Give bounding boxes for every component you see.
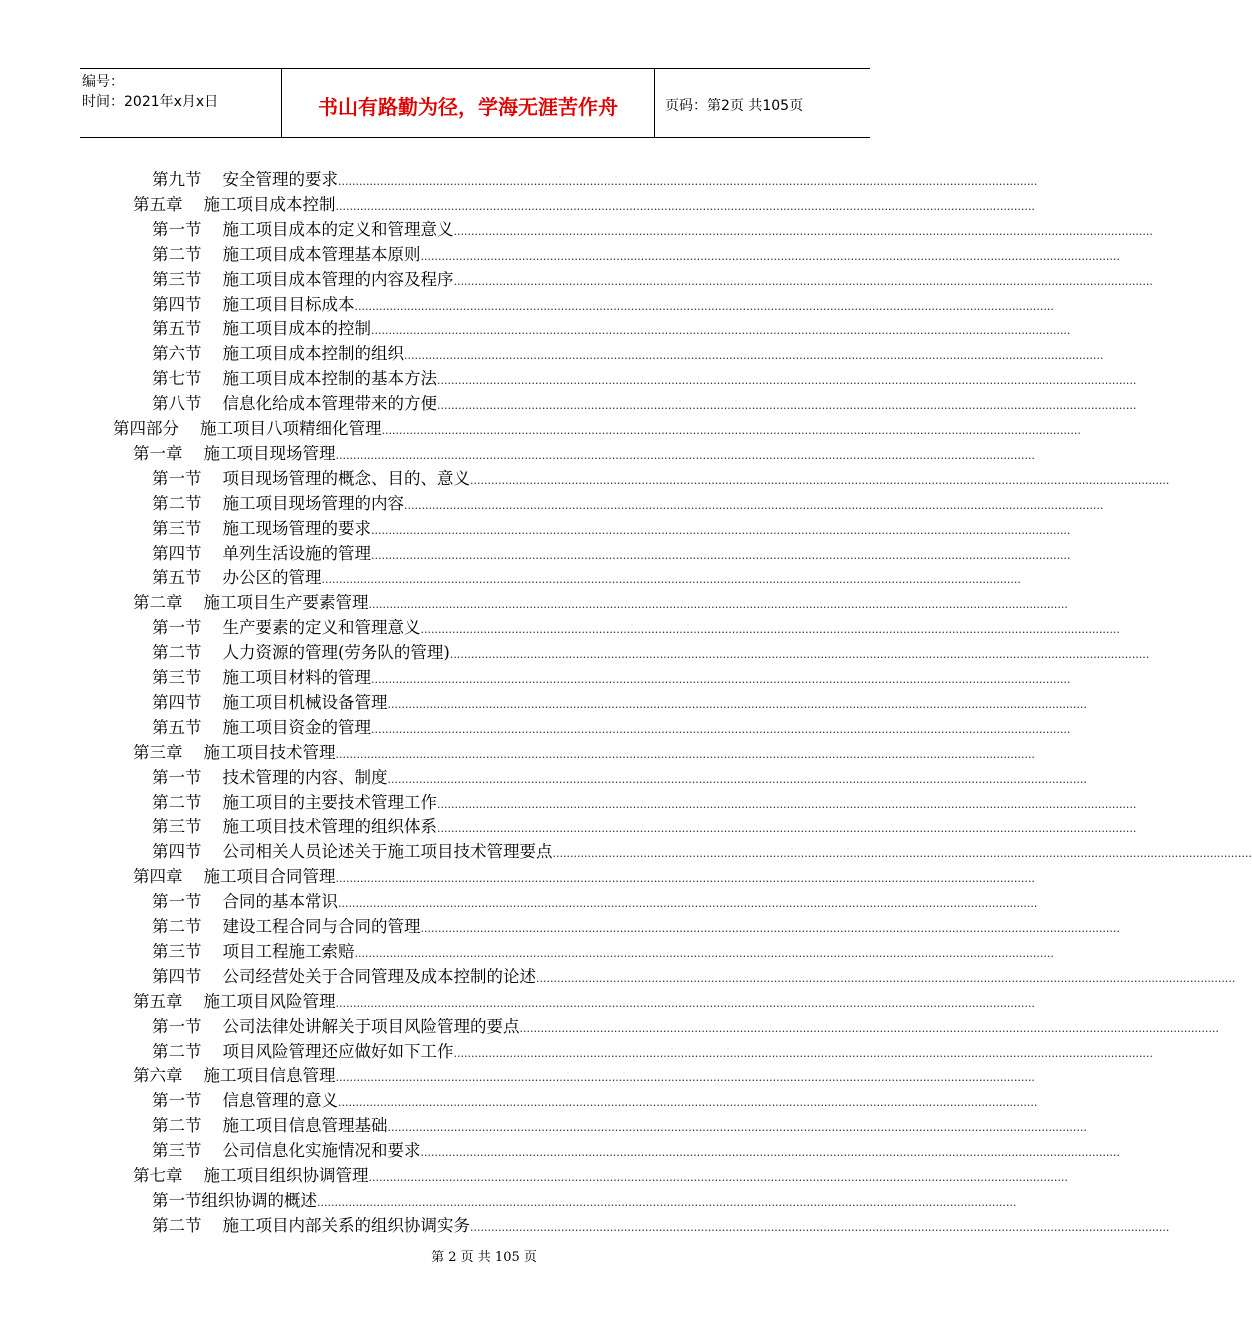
- toc-entry[interactable]: [152, 766, 1087, 790]
- toc-entry-title: 施工项目信息管理基础: [222, 1116, 388, 1136]
- toc-leader-dots: ........................................................................................................................................................................................................: [371, 523, 1071, 537]
- toc-leader-dots: ........................................................................................................................................................................................................: [420, 623, 1120, 637]
- toc-entry-title: 施工项目信息管理: [203, 1066, 336, 1086]
- toc-entry-title: 施工项目目标成本: [222, 294, 355, 314]
- toc-leader-dots: ........................................................................................................................................................................................................: [536, 971, 1236, 985]
- toc-entry-number: 第三节: [152, 817, 202, 837]
- toc-entry[interactable]: [152, 517, 1071, 541]
- toc-entry-number: 第一节: [152, 767, 202, 787]
- toc-entry[interactable]: [133, 442, 1035, 466]
- toc-entry-number: 第二章: [133, 593, 183, 613]
- toc-entry[interactable]: [152, 641, 1150, 665]
- toc-leader-dots: ........................................................................................................................................................................................................: [420, 249, 1120, 263]
- toc-entry-title: 施工项目的主要技术管理工作: [222, 792, 437, 812]
- toc-entry-number: 第六节: [152, 344, 202, 364]
- toc-entry-title: 施工项目成本的定义和管理意义: [222, 219, 454, 239]
- toc-leader-dots: ........................................................................................................................................................................................................: [470, 473, 1170, 487]
- toc-leader-dots: ........................................................................................................................................................................................................: [437, 797, 1137, 811]
- toc-entry[interactable]: [152, 616, 1120, 640]
- toc-entry-number: 第二节: [152, 1215, 202, 1235]
- toc-entry-number: 第二节: [152, 244, 202, 264]
- toc-entry-title: 办公区的管理: [222, 568, 322, 588]
- toc-entry[interactable]: [152, 666, 1071, 690]
- toc-entry-number: 第一节: [152, 892, 202, 912]
- toc-entry-number: 第四节: [152, 692, 202, 712]
- toc-entry[interactable]: [152, 1189, 1017, 1213]
- toc-leader-dots: ........................................................................................................................................................................................................: [453, 1046, 1153, 1060]
- header-page-info: 页码：第2页 共105页: [665, 98, 804, 114]
- toc-leader-dots: ........................................................................................................................................................................................................: [404, 498, 1104, 512]
- toc-leader-dots: ........................................................................................................................................................................................................: [387, 772, 1087, 786]
- toc-leader-dots: ........................................................................................................................................................................................................: [404, 349, 1104, 363]
- toc-leader-dots: ........................................................................................................................................................................................................: [453, 224, 1153, 238]
- toc-entry-number: 第四节: [152, 966, 202, 986]
- toc-leader-dots: ........................................................................................................................................................................................................: [338, 175, 1038, 188]
- toc-entry-title: 施工项目机械设备管理: [222, 692, 388, 712]
- toc-entry-title: 施工项目内部关系的组织协调实务: [222, 1215, 470, 1235]
- toc-entry-title: 施工项目风险管理: [203, 991, 336, 1011]
- toc-leader-dots: ........................................................................................................................................................................................................: [437, 399, 1137, 413]
- toc-entry-title: 公司相关人员论述关于施工项目技术管理要点: [222, 842, 553, 862]
- toc-entry-number: 第一节: [152, 618, 202, 638]
- toc-leader-dots: ........................................................................................................................................................................................................: [368, 1171, 1068, 1184]
- toc-entry-number: 第一节: [152, 1091, 202, 1111]
- toc-entry[interactable]: [152, 268, 1153, 292]
- toc-entry[interactable]: [152, 492, 1104, 516]
- toc-leader-dots: ........................................................................................................................................................................................................: [335, 872, 1035, 886]
- toc-entry[interactable]: [152, 293, 1054, 317]
- toc-entry-number: 第三节: [152, 941, 202, 961]
- toc-entry-title: 项目现场管理的概念、目的、意义: [222, 468, 470, 488]
- toc-entry-number: 第四节: [152, 543, 202, 563]
- toc-entry-number: 第五章: [133, 194, 183, 214]
- toc-leader-dots: ........................................................................................................................................................................................................: [368, 598, 1068, 612]
- toc-entry-title: 合同的基本常识: [222, 892, 338, 912]
- toc-leader-dots: ........................................................................................................................................................................................................: [470, 1220, 1170, 1234]
- toc-entry[interactable]: [152, 940, 1054, 964]
- toc-entry[interactable]: [152, 566, 1021, 590]
- toc-entry[interactable]: [152, 1015, 1219, 1039]
- toc-entry[interactable]: [133, 990, 1035, 1014]
- toc-entry-title: 建设工程合同与合同的管理: [222, 917, 421, 936]
- toc-entry-number: 第一节: [152, 468, 202, 488]
- toc-leader-dots: ........................................................................................................................................................................................................: [335, 747, 1035, 761]
- toc-entry[interactable]: [152, 840, 1252, 864]
- toc-entry-number: 第二节: [152, 792, 202, 812]
- toc-leader-dots: ........................................................................................................................................................................................................: [335, 996, 1035, 1010]
- toc-entry-number: 第四节: [152, 294, 202, 314]
- toc-entry-title: 项目工程施工索赔: [222, 941, 355, 961]
- toc-entry-number: 第七章: [133, 1166, 183, 1185]
- toc-entry-number: 第八节: [152, 394, 202, 414]
- toc-entry[interactable]: [133, 865, 1035, 889]
- toc-entry[interactable]: [152, 317, 1071, 341]
- toc-entry[interactable]: [152, 243, 1120, 267]
- toc-entry-number: 第四节: [152, 842, 202, 862]
- toc-entry-title: 施工项目成本控制的基本方法: [222, 369, 437, 389]
- toc-entry-title: 施工项目生产要素管理: [203, 593, 369, 613]
- toc-leader-dots: ........................................................................................................................................................................................................: [437, 822, 1137, 836]
- toc-entry-title: 公司信息化实施情况和要求: [222, 1141, 421, 1161]
- toc-entry[interactable]: [152, 1139, 1120, 1163]
- page-footer: 第 2 页 共 105 页: [431, 1250, 537, 1265]
- toc-leader-dots: ........................................................................................................................................................................................................: [354, 946, 1054, 960]
- toc-entry[interactable]: [152, 168, 1038, 192]
- toc-leader-dots: ........................................................................................................................................................................................................: [317, 1195, 1017, 1209]
- toc-leader-dots: ........................................................................................................................................................................................................: [453, 274, 1153, 288]
- toc-entry[interactable]: [152, 890, 1038, 914]
- toc-entry-title: 公司法律处讲解关于项目风险管理的要点: [222, 1016, 520, 1036]
- toc-leader-dots: ........................................................................................................................................................................................................: [335, 448, 1035, 462]
- toc-entry[interactable]: [152, 815, 1137, 839]
- toc-entry[interactable]: [152, 218, 1153, 242]
- toc-entry-title: 施工项目技术管理: [203, 742, 336, 762]
- toc-leader-dots: ........................................................................................................................................................................................................: [387, 1121, 1087, 1135]
- toc-entry-number: 第一章: [133, 443, 183, 463]
- toc-entry-number: 第一节: [152, 219, 202, 239]
- toc-entry-title: 项目风险管理还应做好如下工作: [222, 1041, 454, 1061]
- toc-entry-title: 施工项目材料的管理: [222, 668, 371, 687]
- toc-leader-dots: ........................................................................................................................................................................................................: [321, 573, 1021, 587]
- toc-entry[interactable]: [152, 542, 1071, 566]
- doc-number-label: 编号：: [82, 74, 124, 90]
- toc-entry-title: 技术管理的内容、制度: [222, 767, 388, 787]
- toc-entry[interactable]: [133, 741, 1035, 765]
- toc-entry-title: 施工现场管理的要求: [222, 518, 371, 538]
- toc-entry[interactable]: [133, 1164, 1068, 1188]
- toc-entry[interactable]: [152, 367, 1137, 391]
- toc-entry-number: 第三章: [133, 742, 183, 762]
- toc-entry-title: 单列生活设施的管理: [222, 543, 371, 563]
- toc-entry[interactable]: [152, 467, 1170, 491]
- toc-leader-dots: ........................................................................................................................................................................................................: [371, 722, 1071, 736]
- toc-entry-number: 第五节: [152, 717, 202, 737]
- toc-entry[interactable]: [152, 915, 1120, 939]
- toc-entry-title: 施工项目成本的控制: [222, 319, 371, 339]
- toc-entry-number: 第七节: [152, 369, 202, 389]
- toc-entry-title: 公司经营处关于合同管理及成本控制的论述: [222, 966, 536, 986]
- toc-entry[interactable]: [152, 392, 1137, 416]
- toc-entry-number: 第六章: [133, 1066, 183, 1086]
- toc-entry-number: 第一节: [152, 1016, 202, 1036]
- toc-entry-number: 第二节: [152, 1116, 202, 1136]
- page-header: [80, 68, 870, 138]
- toc-leader-dots: ........................................................................................................................................................................................................: [354, 299, 1054, 313]
- toc-entry-number: 第四部分: [113, 419, 179, 438]
- toc-entry-title: 施工项目成本控制: [203, 194, 336, 214]
- toc-entry[interactable]: [152, 1040, 1153, 1064]
- toc-entry-title: 施工项目现场管理的内容: [222, 493, 404, 513]
- toc-entry-title: 施工项目现场管理: [203, 443, 336, 463]
- toc-entry-number: 第二节: [152, 643, 202, 663]
- toc-entry-title: 安全管理的要求: [222, 170, 338, 189]
- toc-entry-number: 第一节: [152, 1190, 202, 1210]
- toc-entry-title: 施工项目成本管理基本原则: [222, 244, 421, 264]
- toc-entry-title: 施工项目八项精细化管理: [200, 419, 382, 438]
- toc-leader-dots: ........................................................................................................................................................................................................: [371, 673, 1071, 686]
- toc-entry-number: 第三节: [152, 269, 202, 289]
- toc-entry-title: 人力资源的管理(劳务队的管理): [222, 643, 450, 663]
- doc-date-label: 时间：2021年x月x日: [82, 94, 219, 110]
- toc-entry-number: 第二节: [152, 1041, 202, 1061]
- toc-entry-number: 第五章: [133, 991, 183, 1011]
- toc-entry-number: 第五节: [152, 319, 202, 339]
- toc-entry[interactable]: [152, 1089, 1038, 1113]
- toc-leader-dots: ........................................................................................................................................................................................................: [552, 847, 1252, 861]
- toc-entry-title: 组织协调的概述: [201, 1190, 317, 1210]
- toc-leader-dots: ........................................................................................................................................................................................................: [437, 374, 1137, 388]
- toc-entry-title: 施工项目成本管理的内容及程序: [222, 269, 454, 289]
- toc-entry[interactable]: [152, 1114, 1087, 1138]
- toc-entry-number: 第二节: [152, 493, 202, 513]
- toc-leader-dots: ........................................................................................................................................................................................................: [335, 1071, 1035, 1085]
- toc-entry-title: 生产要素的定义和管理意义: [222, 618, 421, 638]
- header-motto: 书山有路勤为径，学海无涯苦作舟: [282, 69, 655, 137]
- toc-leader-dots: ........................................................................................................................................................................................................: [338, 1096, 1038, 1110]
- toc-entry[interactable]: [113, 417, 1081, 441]
- toc-entry-number: 第二节: [152, 917, 202, 936]
- header-info-cell: [80, 69, 282, 137]
- toc-leader-dots: ........................................................................................................................................................................................................: [449, 648, 1150, 662]
- toc-leader-dots: ........................................................................................................................................................................................................: [519, 1021, 1219, 1035]
- toc-entry-title: 信息管理的意义: [222, 1091, 338, 1111]
- toc-entry-title: 施工项目技术管理的组织体系: [222, 817, 437, 837]
- toc-leader-dots: ........................................................................................................................................................................................................: [420, 1146, 1120, 1160]
- toc-leader-dots: ........................................................................................................................................................................................................: [371, 324, 1071, 338]
- toc-entry-title: 施工项目资金的管理: [222, 717, 371, 737]
- toc-leader-dots: ........................................................................................................................................................................................................: [387, 697, 1087, 711]
- toc-entry[interactable]: [133, 1064, 1035, 1088]
- toc-entry-number: 第五节: [152, 568, 202, 588]
- toc-entry-number: 第九节: [152, 170, 202, 189]
- toc-entry[interactable]: [152, 791, 1137, 815]
- toc-leader-dots: ........................................................................................................................................................................................................: [338, 897, 1038, 911]
- toc-entry-title: 信息化给成本管理带来的方便: [222, 394, 437, 414]
- toc-entry-number: 第三节: [152, 1141, 202, 1161]
- toc-entry[interactable]: [152, 691, 1087, 715]
- toc-leader-dots: ........................................................................................................................................................................................................: [371, 548, 1071, 562]
- toc-entry-title: 施工项目组织协调管理: [203, 1166, 369, 1185]
- toc-leader-dots: ........................................................................................................................................................................................................: [420, 922, 1120, 935]
- toc-entry[interactable]: [133, 591, 1068, 615]
- toc-entry[interactable]: [152, 716, 1071, 740]
- toc-entry[interactable]: [152, 342, 1104, 366]
- toc-entry[interactable]: [152, 965, 1236, 989]
- toc-entry-number: 第三节: [152, 668, 202, 687]
- toc-entry-title: 施工项目成本控制的组织: [222, 344, 404, 364]
- toc-entry-title: 施工项目合同管理: [203, 867, 336, 887]
- toc-entry[interactable]: [152, 1214, 1170, 1238]
- toc-entry-number: 第四章: [133, 867, 183, 887]
- toc-entry-number: 第三节: [152, 518, 202, 538]
- toc-leader-dots: ........................................................................................................................................................................................................: [381, 424, 1081, 437]
- toc-entry[interactable]: [133, 193, 1035, 217]
- toc-leader-dots: ........................................................................................................................................................................................................: [335, 199, 1035, 213]
